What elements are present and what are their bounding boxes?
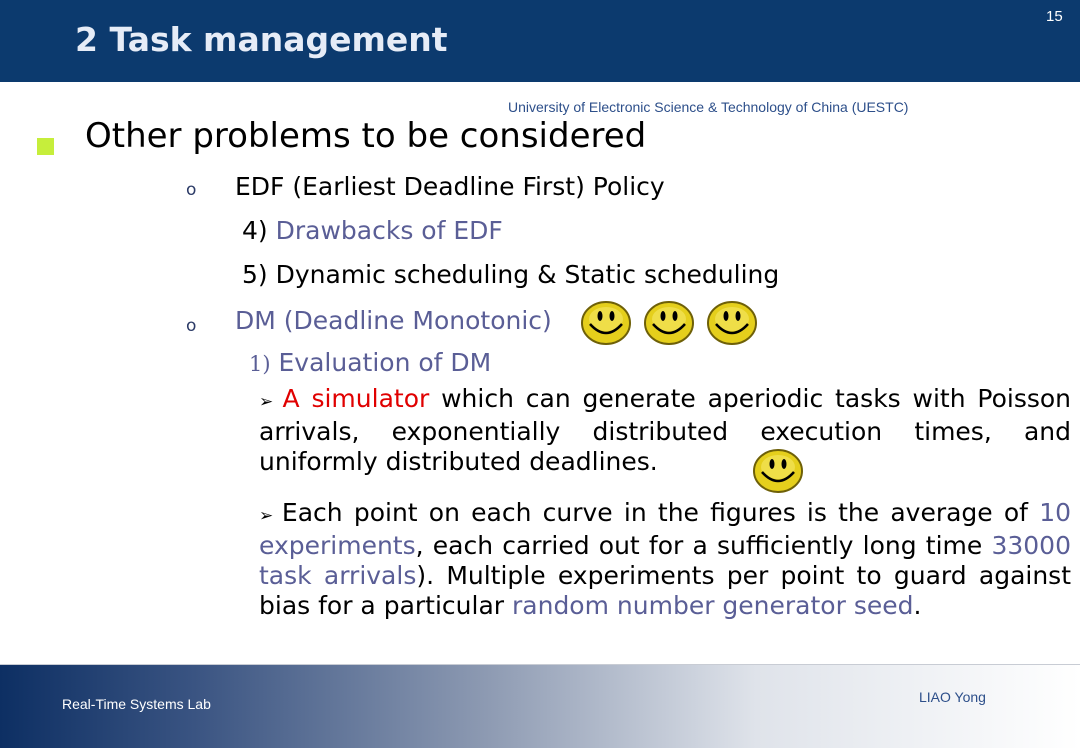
dm-evaluation-text: Evaluation of DM <box>270 348 492 377</box>
experiments-text-2: , each carried out for a sufficiently long time <box>415 531 992 560</box>
experiments-text-1: Each point on each curve in the figures is the average of <box>281 498 1040 527</box>
square-bullet-icon <box>37 138 54 155</box>
circle-bullet-icon: o <box>186 180 197 200</box>
simulator-paragraph <box>259 384 1071 477</box>
smiley-icon <box>752 448 804 494</box>
edf-item-4 <box>242 216 503 245</box>
page-number: 15 <box>1046 8 1063 25</box>
smiley-icon <box>706 300 758 346</box>
slide-title: 2 Task management <box>75 20 448 59</box>
experiments-count: 10 experiments <box>259 498 1072 560</box>
main-heading: Other problems to be considered <box>85 116 647 156</box>
experiments-text-4: . <box>913 591 922 620</box>
edf-item-5: 5) Dynamic scheduling & Static scheduling <box>242 260 780 289</box>
simulator-highlight: A simulator <box>282 384 430 413</box>
task-arrivals: 33000 task arrivals <box>259 531 1071 590</box>
simulator-text: which can generate aperiodic tasks with Poisson arrivals, exponentially distributed execution times, and uniformly distributed deadlines. <box>259 384 1072 476</box>
dm-title: DM (Deadline Monotonic) <box>235 306 552 335</box>
arrow-bullet-icon: ➢ <box>259 506 282 526</box>
experiments-text-3: ). Multiple experiments per point to guard against bias for a particular <box>259 561 1072 620</box>
experiments-paragraph <box>259 498 1071 621</box>
footer-lab-name: Real-Time Systems Lab <box>62 696 211 712</box>
arrow-bullet-icon: ➢ <box>259 392 283 412</box>
footer-author: LIAO Yong <box>919 689 986 705</box>
edf-item-4-number: 4) <box>242 216 276 245</box>
smiley-icon <box>643 300 695 346</box>
edf-title: EDF (Earliest Deadline First) Policy <box>235 172 665 201</box>
edf-item-4-text: Drawbacks of EDF <box>275 216 503 245</box>
generator-seed: random number generator seed <box>512 591 914 620</box>
affiliation-text: University of Electronic Science & Technology of China (UESTC) <box>508 99 909 115</box>
circle-bullet-icon: o <box>186 316 197 336</box>
smiley-icon <box>580 300 632 346</box>
dm-evaluation <box>249 348 491 377</box>
dm-evaluation-number: 1) <box>249 352 271 376</box>
